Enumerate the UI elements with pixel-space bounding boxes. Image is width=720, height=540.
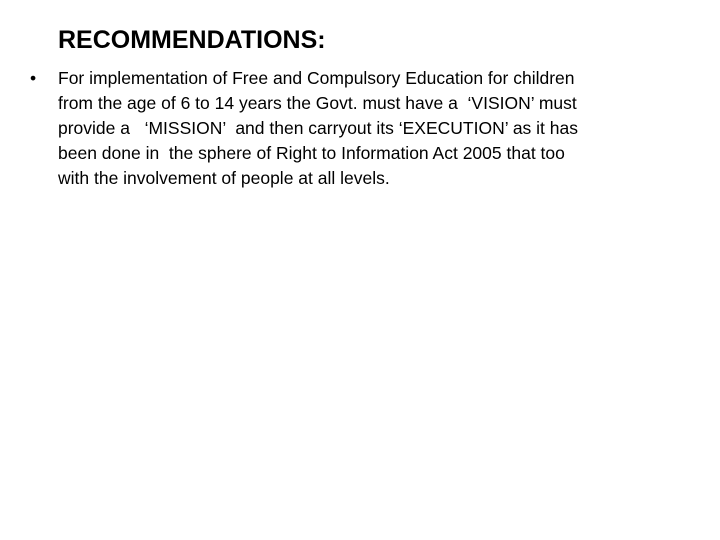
bullet-text-line-1: For implementation of Free and Compulsory Education for children xyxy=(58,68,575,88)
bullet-item xyxy=(30,66,690,191)
bullet-text-line-4: been done in the sphere of Right to Information Act 2005 that too xyxy=(58,143,565,163)
bullet-list xyxy=(30,66,690,191)
bullet-text-line-3: provide a ‘MISSION’ and then carryout its ‘EXECUTION’ as it has xyxy=(58,118,579,138)
bullet-dot-icon: • xyxy=(30,68,37,88)
bullet-text-line-5: with the involvement of people at all levels. xyxy=(58,168,390,188)
bullet-text-line-2: from the age of 6 to 14 years the Govt. must have a ‘VISION’ must xyxy=(58,93,577,113)
slide-title: RECOMMENDATIONS: xyxy=(58,26,326,54)
